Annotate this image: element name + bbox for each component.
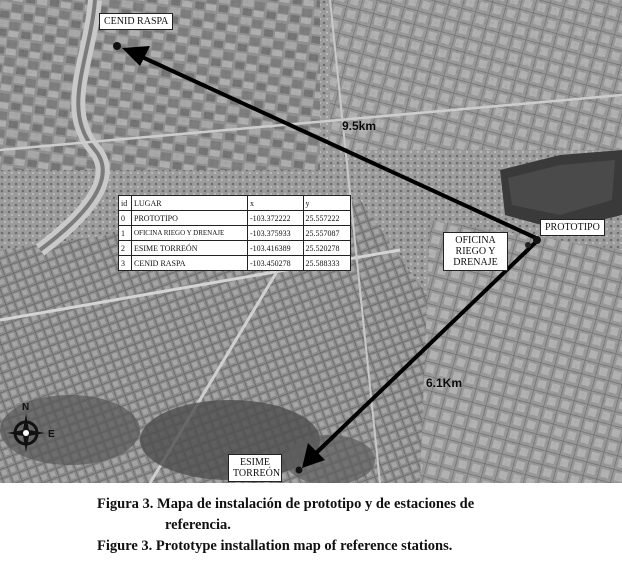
table-header-id: id [119, 196, 132, 211]
table-header-x: x [247, 196, 303, 211]
table-cell-x: -103.416389 [247, 241, 303, 256]
table-cell-id: 0 [119, 211, 132, 226]
compass-north: N [22, 402, 30, 413]
coordinates-table [118, 195, 351, 271]
table-cell-x: -103.375933 [247, 226, 303, 241]
oficina-marker [525, 242, 531, 248]
table-cell-id: 2 [119, 241, 132, 256]
esime-label: ESIME TORREÓN [228, 454, 282, 482]
caption-line-1: Figura 3. Mapa de instalación de prototipo y de estaciones de [97, 496, 475, 512]
distance-esime: 6.1Km [426, 376, 463, 390]
cenid-label: CENID RASPA [99, 13, 173, 30]
prototipo-marker [533, 236, 541, 244]
table-cell-lugar: OFICINA RIEGO Y DRENAJE [132, 226, 248, 241]
table-cell-x: -103.372222 [247, 211, 303, 226]
table-cell-y: 25.557222 [303, 211, 350, 226]
table-cell-lugar: PROTOTIPO [132, 211, 248, 226]
esime-marker [296, 467, 303, 474]
table-cell-y: 25.520278 [303, 241, 350, 256]
caption-line-2: referencia. [165, 517, 231, 533]
table-header-y: y [303, 196, 350, 211]
table-row [119, 241, 351, 256]
compass-east: E [48, 429, 55, 440]
table-cell-id: 1 [119, 226, 132, 241]
table-row [119, 226, 351, 241]
caption-line-3: Figure 3. Prototype installation map of reference stations. [97, 538, 453, 554]
prototipo-label: PROTOTIPO [540, 219, 605, 236]
table-cell-lugar: CENID RASPA [132, 256, 248, 271]
table-cell-y: 25.557087 [303, 226, 350, 241]
cenid-marker [113, 42, 121, 50]
distance-cenid: 9.5km [342, 119, 377, 133]
compass-rose [4, 400, 64, 460]
table-row [119, 256, 351, 271]
oficina-label: OFICINA RIEGO Y DRENAJE [443, 232, 508, 271]
table-cell-id: 3 [119, 256, 132, 271]
table-header-row [119, 196, 351, 211]
table-cell-x: -103.450278 [247, 256, 303, 271]
table-cell-lugar: ESIME TORREÓN [132, 241, 248, 256]
table-row [119, 211, 351, 226]
compass-icon [4, 400, 64, 460]
table-cell-y: 25.588333 [303, 256, 350, 271]
table-header-lugar: LUGAR [132, 196, 248, 211]
